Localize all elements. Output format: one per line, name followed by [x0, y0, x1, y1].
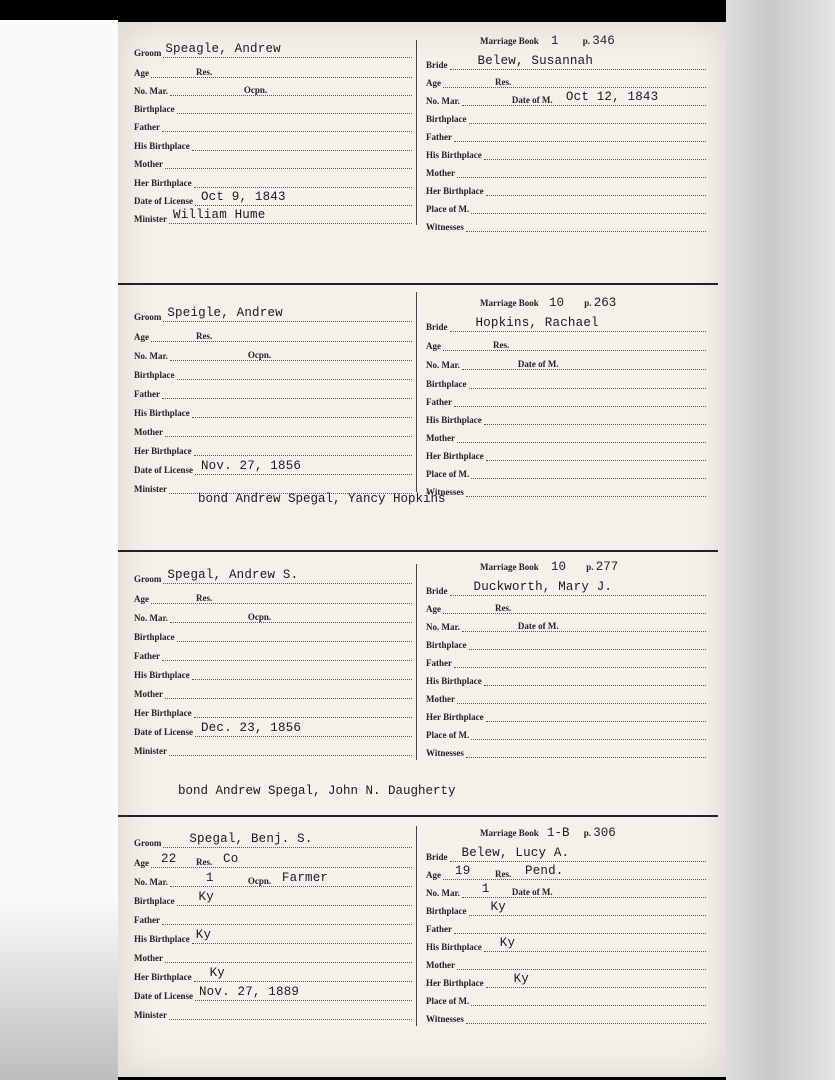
bride-name: Hopkins, Rachael [475, 316, 599, 330]
marriage-book-ref: Marriage Book 10 p. 277 [480, 560, 619, 574]
bride-age-field: Age Res. [426, 72, 706, 88]
license-date: Dec. 23, 1856 [200, 721, 302, 735]
marriage-book-ref: Marriage Book 1-B p. 306 [480, 826, 616, 840]
license-date: Nov. 27, 1856 [200, 459, 302, 473]
marriage-date: Oct 12, 1843 [565, 90, 659, 104]
her-birthplace-field: Her Birthplace [134, 172, 412, 188]
record-divider [118, 283, 718, 285]
record-divider [118, 815, 718, 817]
scan-top-border [0, 0, 835, 20]
minister-field: Minister William Hume [134, 208, 412, 224]
age-field: Age Res. [134, 62, 412, 78]
bride-field: Bride Belew, Susannah [426, 54, 706, 70]
groom-name: Speigle, Andrew [167, 306, 283, 320]
groom-name: Spegal, Andrew S. [167, 568, 299, 582]
bride-no-mar-field: No. Mar. Date of M. Oct 12, 1843 [426, 90, 706, 106]
groom-name: Speagle, Andrew [165, 42, 281, 56]
column-divider [416, 40, 417, 225]
no-mar-field: No. Mar. Ocpn. [134, 80, 412, 96]
license-date: Nov. 27, 1889 [198, 985, 300, 999]
marriage-book-ref: Marriage Book 10 p. 263 [480, 296, 617, 310]
bride-name: Duckworth, Mary J. [473, 580, 613, 594]
groom-field: Groom Speagle, Andrew [134, 42, 412, 58]
license-date: Oct 9, 1843 [200, 190, 286, 204]
bride-name: Belew, Susannah [477, 54, 594, 68]
marriage-book-ref: Marriage Book 1 p. 346 [480, 34, 615, 48]
scan-right-margin [726, 0, 835, 1080]
birthplace-field: Birthplace [134, 98, 412, 114]
record-page: Groom Speagle, Andrew Age Res. No. Mar. Ocpn. Birthplace Father His Birthplace Mother Her Birthplace Date of License Oct 9, 1843 Minister William Hume Marriage Book 1 p. 346 Bride Belew, Susannah Age Res. No. Mar. Date of M. Oct 12, 1843 Birthplace Father His Birthplace Mother Her Birthplace Place of M. Witnesses Groom Speigle, Andrew Age Res. No. Mar. Ocpn. Birthplace Father His Birthplace Mother Her Birthplace Date of License Nov. 27, 1856 Minister bond Andrew Spegal, Yancy Hopkins Marriage Book 10 p. 263 Bride Hopkins, Rachael Age Res. No. Mar. Date of M. Birthplace Father His Birthplace Mother Her Birthplace Place of M. Witnesses Groom Spegal, Andrew S. Age Res. No. Mar. Ocpn. Birthplace Father His Birthplace Mother Her Birthplace Date of License Dec. 23, 1856 Minister bond Andrew Spegal, John N. Daugherty Marriage Book 10 p. 277 Bride Duckworth, Mary J. Age Res. No. Mar. Date of M. Birthplace Father His Birthplace Mother Her Birthplace Place of M. Witnesses Groom Spegal, Benj. S. Age 22 Res. Co No. Mar. 1 Ocpn. Farmer Birthplace Ky Father His Birthplace Ky Mother Her Birthplace Ky Date of License Nov. 27, 1889 Minister Marriage Book 1-B p. 306 Bride Belew, Lucy A. Age 19 Res. Pend. No. Mar. 1 Date of M. Birthplace Ky Father His Birthplace Ky Mother Her Birthplace Ky Place of M. Witnesses [118, 22, 726, 1077]
record-divider [118, 550, 718, 552]
bride-name: Belew, Lucy A. [461, 846, 570, 860]
bond-note: bond Andrew Spegal, John N. Daugherty [178, 784, 456, 798]
minister-name: William Hume [173, 208, 266, 222]
groom-name: Spegal, Benj. S. [189, 832, 313, 846]
father-field: Father [134, 116, 412, 132]
his-birthplace-field: His Birthplace [134, 135, 412, 151]
bond-note: bond Andrew Spegal, Yancy Hopkins [198, 492, 446, 506]
date-of-license-field: Date of License Oct 9, 1843 [134, 190, 412, 206]
scan-left-shadow [0, 900, 118, 1080]
mother-field: Mother [134, 153, 412, 169]
